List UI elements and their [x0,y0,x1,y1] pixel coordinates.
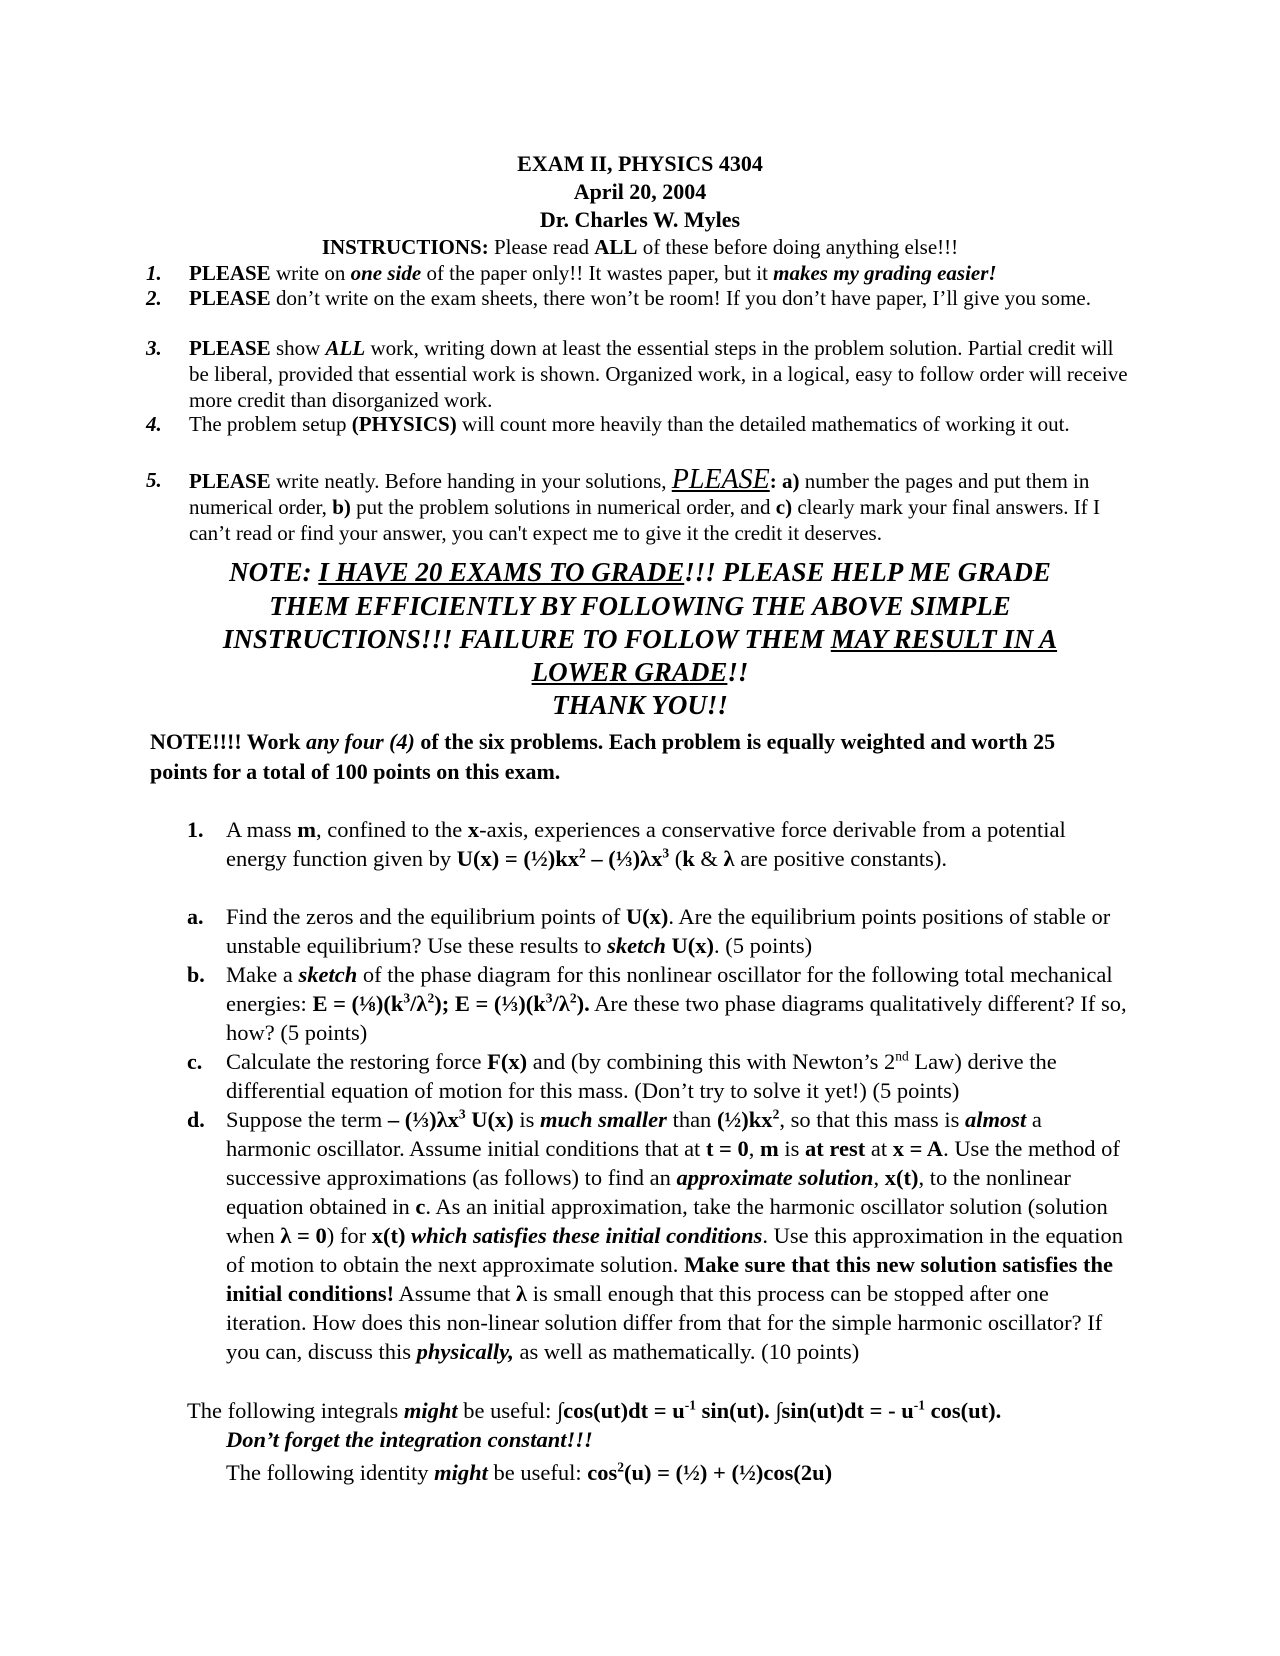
instruction-item-1: PLEASE write on one side of the paper only!! It wastes paper, but it makes my grading easier! [189,261,997,285]
big-note-line-5: THANK YOU!! [552,690,728,720]
part-label: c. [187,1049,203,1074]
instruction-item-5: PLEASE write neatly. Before handing in your solutions, PLEASE: a) number the pages and put them in numerical order, b) put the problem solutions in numerical order, and c) clearly mark your final answers. If I can’t read or find your answer, you can't expect me to give it the credit it deserves. [189,464,1100,545]
instruction-number: 2. [146,286,162,310]
instruction-item-2: PLEASE don’t write on the exam sheets, there won’t be room! If you don’t have paper, I’ll give you some. [189,286,1091,310]
exam-date: April 20, 2004 [573,179,707,204]
instructions-label: INSTRUCTIONS: [321,235,489,259]
identity-hint: The following identity might be useful: $\cos^2(u)$ = (½) + (½)cos(2u) [226,1459,833,1485]
part-label: b. [187,962,205,987]
problem-1-part-d: Suppose the term – $(\frac{1}{3})\lambda x^3$ U(x) is much smaller than $(\frac{1}{2})kx^2$, so that this mass is almost a harmonic oscillator. Assume initial conditions that at t = 0, m is at rest at x = A. Use the method of successive approximations (as follows) to find an approximate solution, x(t), to the nonlinear equation obtained in c. As an initial approximation, take the harmonic oscillator solution (solution when λ = 0) for x(t) which satisfies these initial conditions. Use this approximation in the equation of motion to obtain the next approximate solution. Make sure that this new solution satisfies the initial conditions! Assume that λ is small enough that this process can be stopped after one iteration. How does this non-linear solution differ from that for the simple harmonic oscillator? If you can, discuss this physically, as well as mathematically. (10 points) [226,1106,1123,1364]
instruction-number: 4. [146,412,162,436]
integration-constant-reminder: Don’t forget the integration constant!!! [226,1427,593,1452]
problem-1-part-b: Make a sketch of the phase diagram for this nonlinear oscillator for the following total mechanical energies: $E = (\frac{1}{8})(k^3/\lambda^2)$; $E = (\frac{1}{3})(k^3/\lambda^2)$. Are these two phase diagrams qualitatively different? If so, how? (5 points) [226,962,1127,1045]
big-note-line-2: THEM EFFICIENTLY BY FOLLOWING THE ABOVE SIMPLE [269,591,1011,621]
instruction-item-4: The problem setup (PHYSICS) will count more heavily than the detailed mathematics of working it out. [189,412,1070,436]
part-label: a. [187,904,204,929]
instructions-intro-text-2: of these before doing anything else!!! [637,235,959,259]
instruction-item-3: PLEASE show ALL work, writing down at least the essential steps in the problem solution. Partial credit will be liberal, provided that essential work is shown. Organized work, in a logical, easy to follow order will receive more credit than disorganized work. [189,336,1128,412]
please-emphasis: PLEASE [671,464,770,495]
instruction-number: 5. [146,468,162,492]
integrals-hint: The following integrals might be useful: $\int\cos(ut)dt = u^{-1}$ sin(ut). ∫sin(ut)dt = - $u^{-1}$ cos(ut). [187,1397,1002,1423]
problem-1-statement: A mass m, confined to the x-axis, experiences a conservative force derivable from a potential energy function given by $U(x) = (\frac{1}{2})kx^2$ – $(\frac{1}{3})\lambda x^3$ (k & λ are positive constants). [226,817,1066,871]
problem-1-part-a: Find the zeros and the equilibrium points of U(x). Are the equilibrium points positions of stable or unstable equilibrium? Use these results to sketch U(x). (5 points) [226,904,1111,958]
big-note-line-3: INSTRUCTIONS!!! FAILURE TO FOLLOW THEM MAY RESULT IN A [222,624,1058,654]
exam-title: EXAM II, PHYSICS 4304 [517,151,763,176]
work-four-note: NOTE!!!! Work any four (4) of the six problems. Each problem is equally weighted and worth 25 points for a total of 100 points on this exam. [150,729,1056,784]
instructions-intro [0,234,1280,260]
instructions-intro-text: Please read [488,235,595,259]
exam-instructor: Dr. Charles W. Myles [539,207,741,232]
instruction-number: 1. [146,261,162,285]
big-note-line-4: LOWER GRADE!! [531,657,749,687]
problem-1-part-c: Calculate the restoring force F(x) and (by combining this with Newton’s 2nd Law) derive the differential equation of motion for this mass. (Don’t try to solve it yet!) (5 points) [226,1048,1057,1103]
instructions-all: ALL [594,235,638,259]
part-label: d. [187,1107,205,1132]
big-note-line-1: NOTE: I HAVE 20 EXAMS TO GRADE!!! PLEASE HELP ME GRADE [229,557,1051,587]
instruction-number: 3. [146,336,162,360]
problem-number: 1. [187,817,204,842]
